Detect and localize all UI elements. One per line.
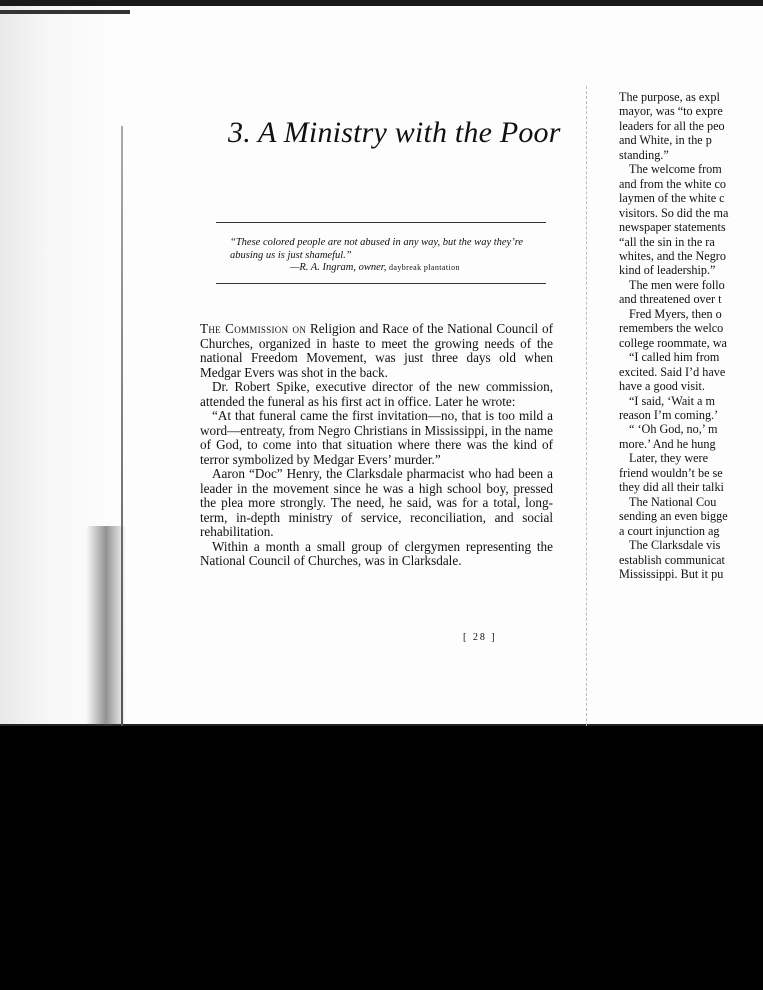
right-page-line: more.’ And he hung: [619, 436, 716, 451]
right-page-line: newspaper statements: [619, 220, 726, 235]
right-page-line: reason I’m coming.’: [619, 407, 719, 422]
right-page-line: excited. Said I’d have: [619, 364, 726, 379]
right-page-line: Fred Myers, then o: [629, 306, 722, 321]
right-page-line: and White, in the p: [619, 133, 712, 148]
right-page-line: establish communicat: [619, 552, 725, 567]
right-page-line: “I called him from: [629, 350, 720, 365]
epigraph-attribution: [290, 262, 550, 273]
right-page-text: [619, 90, 763, 581]
right-page-line: have a good visit.: [619, 379, 705, 394]
right-page-line: The men were follo: [629, 277, 725, 292]
right-page-line: whites, and the Negro: [619, 248, 726, 263]
attribution-place: daybreak plantation: [388, 263, 460, 272]
right-page-line: kind of leadership.”: [619, 263, 716, 278]
paragraph-1-lead: The Commission on: [200, 321, 307, 336]
right-page-line: mayor, was “to expre: [619, 104, 723, 119]
right-page-line: a court injunction ag: [619, 523, 720, 538]
chapter-title: 3. A Ministry with the Poor: [228, 116, 561, 149]
book-gutter: [586, 86, 588, 726]
right-page-line: Mississippi. But it pu: [619, 566, 724, 581]
scan-artifact-top-left: [0, 10, 130, 14]
right-page-line: laymen of the white c: [619, 191, 725, 206]
epigraph-top-rule: [216, 222, 546, 223]
right-page-line: The welcome from: [629, 162, 722, 177]
right-page-line: college roommate, wa: [619, 335, 727, 350]
chapter-body-text: [200, 322, 553, 569]
right-page-line: and from the white co: [619, 176, 726, 191]
page-number: [ 28 ]: [463, 632, 497, 643]
right-page-line: leaders for all the peo: [619, 118, 725, 133]
paragraph-4: Aaron “Doc” Henry, the Clarksdale pharmacist who had been a leader in the movement since he was a high school boy, pressed the plea more strongly. The need, he said, was for a total, long-term, in-depth ministry of service, reconciliation, and social rehabilitation.: [200, 466, 553, 539]
scan-artifact-smear: [86, 526, 126, 726]
right-page-line: visitors. So did the ma: [619, 205, 729, 220]
paragraph-2: Dr. Robert Spike, executive director of the new commission, attended the funeral as his first act in office. Later he wrote:: [200, 379, 553, 409]
paragraph-3: “At that funeral came the first invitation—no, that is too mild a word—entreaty, from Negro Christians in Mississippi, in the name of God, to come into that situation where there was the kind of terror symbolized by Medgar Evers’ murder.”: [200, 408, 553, 467]
right-page-line: and threatened over t: [619, 292, 722, 307]
epigraph-quote: “These colored people are not abused in any way, but the way they’re abusing us is just shameful.”: [230, 237, 524, 261]
scanned-page-spread: [0, 6, 763, 726]
epigraph-bottom-rule: [216, 283, 546, 284]
right-page-line: remembers the welco: [619, 321, 724, 336]
right-page-line: “all the sin in the ra: [619, 234, 715, 249]
paragraph-1-rest: Religion and Race of the National Council of Churches, organized in haste to meet the growing needs of the national Freedom Movement, was just three days old when Medgar Evers was shot in the back.: [200, 321, 553, 380]
right-page-line: “ ‘Oh God, no,’ m: [629, 422, 718, 437]
attribution-name: —R. A. Ingram, owner,: [290, 262, 387, 273]
right-page-line: Later, they were: [629, 451, 709, 466]
right-page-line: “I said, ‘Wait a m: [629, 393, 715, 408]
right-page-line: The purpose, as expl: [619, 90, 720, 104]
right-page-line: standing.”: [619, 147, 669, 162]
right-page-line: sending an even bigge: [619, 509, 728, 524]
right-page-line: friend wouldn’t be se: [619, 465, 723, 480]
right-page-line: The Clarksdale vis: [629, 538, 721, 553]
paragraph-5: Within a month a small group of clergymen representing the National Council of Churches, was in Clarksdale.: [200, 538, 553, 568]
right-page-line: they did all their talki: [619, 480, 724, 495]
paragraph-1: [200, 322, 553, 380]
right-page-line: The National Cou: [629, 494, 717, 509]
